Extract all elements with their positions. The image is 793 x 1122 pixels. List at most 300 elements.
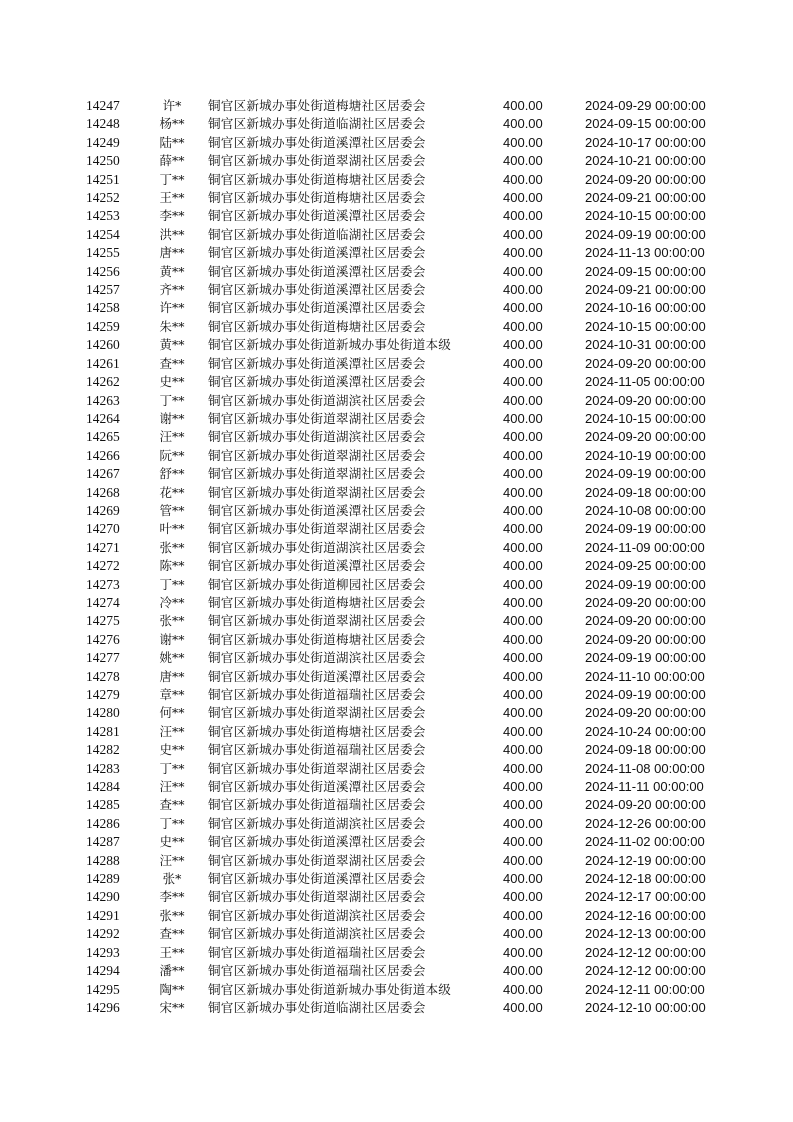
table-row [0,649,793,667]
table-row [0,631,793,649]
amount-cell: 400.00 [503,760,543,776]
organization-cell: 铜官区新城办事处街道新城办事处街道本级 [208,337,452,353]
person-name-cell: 张* [162,871,182,887]
person-name-cell: 谢** [159,410,185,426]
amount-cell: 400.00 [503,576,543,592]
person-name-cell: 陈** [159,558,185,574]
person-name-cell: 阮** [159,447,185,463]
record-id-cell: 14286 [86,815,120,831]
person-name-cell: 史** [159,374,185,390]
date-cell: 2024-11-11 00:00:00 [585,779,704,795]
person-name-cell: 张** [159,539,185,555]
amount-cell: 400.00 [503,337,543,353]
table-row [0,594,793,612]
date-cell: 2024-10-24 00:00:00 [585,723,706,739]
amount-cell: 400.00 [503,282,543,298]
organization-cell: 铜官区新城办事处街道福瑞社区居委会 [208,742,426,758]
organization-cell: 铜官区新城办事处街道福瑞社区居委会 [208,963,426,979]
person-name-cell: 王** [159,944,185,960]
table-row [0,723,793,741]
date-cell: 2024-10-16 00:00:00 [585,300,706,316]
date-cell: 2024-10-15 00:00:00 [585,410,706,426]
record-id-cell: 14247 [86,98,120,113]
amount-cell: 400.00 [503,999,543,1015]
record-id-cell: 14266 [86,447,120,463]
table-row [0,741,793,759]
table-row [0,502,793,520]
date-cell: 2024-10-17 00:00:00 [585,134,706,150]
record-id-cell: 14251 [86,171,120,187]
record-id-cell: 14273 [86,576,120,592]
table-row [0,833,793,851]
date-cell: 2024-09-19 00:00:00 [585,650,706,666]
amount-cell: 400.00 [503,447,543,463]
date-cell: 2024-10-19 00:00:00 [585,447,706,463]
amount-cell: 400.00 [503,539,543,555]
person-name-cell: 唐** [159,245,185,261]
date-cell: 2024-10-31 00:00:00 [585,337,706,353]
record-id-cell: 14264 [86,410,120,426]
record-id-cell: 14265 [86,429,120,445]
date-cell: 2024-09-21 00:00:00 [585,190,706,206]
organization-cell: 铜官区新城办事处街道溪潭社区居委会 [208,355,426,371]
record-id-cell: 14268 [86,484,120,500]
amount-cell: 400.00 [503,374,543,390]
amount-cell: 400.00 [503,981,543,997]
amount-cell: 400.00 [503,852,543,868]
person-name-cell: 齐** [159,282,185,298]
person-name-cell: 张** [159,613,185,629]
organization-cell: 铜官区新城办事处街道溪潭社区居委会 [208,871,426,887]
person-name-cell: 舒** [159,466,185,482]
person-name-cell: 王** [159,190,185,206]
organization-cell: 铜官区新城办事处街道湖滨社区居委会 [208,392,426,408]
amount-cell: 400.00 [503,300,543,316]
amount-cell: 400.00 [503,263,543,279]
date-cell: 2024-09-20 00:00:00 [585,171,706,187]
amount-cell: 400.00 [503,429,543,445]
date-cell: 2024-09-25 00:00:00 [585,558,706,574]
organization-cell: 铜官区新城办事处街道梅塘社区居委会 [208,171,426,187]
person-name-cell: 唐** [159,668,185,684]
date-cell: 2024-11-10 00:00:00 [585,668,705,684]
organization-cell: 铜官区新城办事处街道翠湖社区居委会 [208,889,426,905]
person-name-cell: 查** [159,926,185,942]
person-name-cell: 花** [159,484,185,500]
table-row [0,189,793,207]
table-row [0,134,793,152]
table-row [0,428,793,446]
table-row [0,336,793,354]
amount-cell: 400.00 [503,889,543,905]
record-id-cell: 14257 [86,282,120,298]
table-row [0,373,793,391]
amount-cell: 400.00 [503,410,543,426]
record-id-cell: 14285 [86,797,120,813]
person-name-cell: 杨** [159,116,185,132]
person-name-cell: 薛** [159,153,185,169]
date-cell: 2024-10-21 00:00:00 [585,153,706,169]
table-row [0,97,793,115]
organization-cell: 铜官区新城办事处街道翠湖社区居委会 [208,410,426,426]
table-row [0,815,793,833]
record-id-cell: 14276 [86,631,120,647]
date-cell: 2024-10-08 00:00:00 [585,502,706,518]
table-row [0,263,793,281]
organization-cell: 铜官区新城办事处街道翠湖社区居委会 [208,521,426,537]
organization-cell: 铜官区新城办事处街道溪潭社区居委会 [208,834,426,850]
date-cell: 2024-09-20 00:00:00 [585,613,706,629]
person-name-cell: 李** [159,208,185,224]
record-id-cell: 14295 [86,981,120,997]
organization-cell: 铜官区新城办事处街道梅塘社区居委会 [208,190,426,206]
amount-cell: 400.00 [503,926,543,942]
table-row [0,888,793,906]
organization-cell: 铜官区新城办事处街道翠湖社区居委会 [208,852,426,868]
table-row [0,226,793,244]
person-name-cell: 汪** [159,852,185,868]
organization-cell: 铜官区新城办事处街道翠湖社区居委会 [208,705,426,721]
amount-cell: 400.00 [503,871,543,887]
record-id-cell: 14249 [86,134,120,150]
date-cell: 2024-10-15 00:00:00 [585,208,706,224]
organization-cell: 铜官区新城办事处街道翠湖社区居委会 [208,447,426,463]
record-id-cell: 14275 [86,613,120,629]
person-name-cell: 丁** [159,576,185,592]
date-cell: 2024-09-19 00:00:00 [585,521,706,537]
date-cell: 2024-12-19 00:00:00 [585,852,706,868]
person-name-cell: 张** [159,907,185,923]
amount-cell: 400.00 [503,963,543,979]
record-id-cell: 14284 [86,779,120,795]
organization-cell: 铜官区新城办事处街道新城办事处街道本级 [208,981,452,997]
date-cell: 2024-12-18 00:00:00 [585,871,706,887]
person-name-cell: 许** [159,300,185,316]
person-name-cell: 章** [159,687,185,702]
organization-cell: 铜官区新城办事处街道溪潭社区居委会 [208,502,426,518]
organization-cell: 铜官区新城办事处街道梅塘社区居委会 [208,723,426,739]
organization-cell: 铜官区新城办事处街道临湖社区居委会 [208,999,426,1015]
record-id-cell: 14250 [86,153,120,169]
table-row [0,686,793,704]
record-id-cell: 14289 [86,871,120,887]
person-name-cell: 陆** [159,134,185,150]
date-cell: 2024-12-10 00:00:00 [585,999,706,1015]
date-cell: 2024-11-08 00:00:00 [585,760,705,776]
record-id-cell: 14291 [86,907,120,923]
record-id-cell: 14267 [86,466,120,482]
date-cell: 2024-09-20 00:00:00 [585,705,706,721]
table-row [0,410,793,428]
table-row [0,207,793,225]
organization-cell: 铜官区新城办事处街道溪潭社区居委会 [208,208,426,224]
date-cell: 2024-12-13 00:00:00 [585,926,706,942]
amount-cell: 400.00 [503,502,543,518]
amount-cell: 400.00 [503,153,543,169]
organization-cell: 铜官区新城办事处街道溪潭社区居委会 [208,558,426,574]
record-id-cell: 14248 [86,116,120,132]
amount-cell: 400.00 [503,631,543,647]
organization-cell: 铜官区新城办事处街道翠湖社区居委会 [208,484,426,500]
table-row [0,944,793,962]
table-row [0,557,793,575]
record-id-cell: 14270 [86,521,120,537]
amount-cell: 400.00 [503,392,543,408]
organization-cell: 铜官区新城办事处街道溪潭社区居委会 [208,374,426,390]
organization-cell: 铜官区新城办事处街道翠湖社区居委会 [208,153,426,169]
date-cell: 2024-12-16 00:00:00 [585,907,706,923]
record-id-cell: 14277 [86,650,120,666]
person-name-cell: 丁** [159,760,185,776]
table-row [0,465,793,483]
organization-cell: 铜官区新城办事处街道湖滨社区居委会 [208,650,426,666]
record-id-cell: 14287 [86,834,120,850]
date-cell: 2024-09-19 00:00:00 [585,466,706,482]
person-name-cell: 黄** [159,263,185,279]
organization-cell: 铜官区新城办事处街道溪潭社区居委会 [208,668,426,684]
table-row [0,704,793,722]
amount-cell: 400.00 [503,116,543,132]
amount-cell: 400.00 [503,723,543,739]
table-row [0,355,793,373]
organization-cell: 铜官区新城办事处街道溪潭社区居委会 [208,263,426,279]
table-row [0,171,793,189]
organization-cell: 铜官区新城办事处街道福瑞社区居委会 [208,797,426,813]
records-table [0,97,793,1017]
table-row [0,907,793,925]
table-row [0,668,793,686]
table-row [0,576,793,594]
date-cell: 2024-09-15 00:00:00 [585,116,706,132]
person-name-cell: 汪** [159,429,185,445]
table-row [0,447,793,465]
record-id-cell: 14274 [86,594,120,610]
person-name-cell: 查** [159,797,185,813]
person-name-cell: 李** [159,889,185,905]
table-row [0,999,793,1017]
record-id-cell: 14282 [86,742,120,758]
record-id-cell: 14278 [86,668,120,684]
date-cell: 2024-11-09 00:00:00 [585,539,705,555]
person-name-cell: 许* [162,98,182,113]
organization-cell: 铜官区新城办事处街道湖滨社区居委会 [208,539,426,555]
amount-cell: 400.00 [503,834,543,850]
person-name-cell: 丁** [159,392,185,408]
table-row [0,612,793,630]
person-name-cell: 查** [159,355,185,371]
table-row [0,281,793,299]
table-row [0,539,793,557]
table-row [0,962,793,980]
amount-cell: 400.00 [503,171,543,187]
date-cell: 2024-09-19 00:00:00 [585,576,706,592]
record-id-cell: 14256 [86,263,120,279]
person-name-cell: 汪** [159,723,185,739]
date-cell: 2024-09-29 00:00:00 [585,98,706,113]
date-cell: 2024-09-20 00:00:00 [585,429,706,445]
person-name-cell: 丁** [159,171,185,187]
organization-cell: 铜官区新城办事处街道溪潭社区居委会 [208,245,426,261]
record-id-cell: 14261 [86,355,120,371]
person-name-cell: 管** [159,502,185,518]
person-name-cell: 叶** [159,521,185,537]
date-cell: 2024-09-20 00:00:00 [585,797,706,813]
date-cell: 2024-09-20 00:00:00 [585,594,706,610]
amount-cell: 400.00 [503,190,543,206]
person-name-cell: 谢** [159,631,185,647]
organization-cell: 铜官区新城办事处街道翠湖社区居委会 [208,466,426,482]
table-row [0,244,793,262]
table-row [0,299,793,317]
record-id-cell: 14293 [86,944,120,960]
table-row [0,870,793,888]
amount-cell: 400.00 [503,944,543,960]
organization-cell: 铜官区新城办事处街道梅塘社区居委会 [208,631,426,647]
table-row [0,392,793,410]
date-cell: 2024-12-26 00:00:00 [585,815,706,831]
amount-cell: 400.00 [503,907,543,923]
amount-cell: 400.00 [503,779,543,795]
amount-cell: 400.00 [503,705,543,721]
person-name-cell: 汪** [159,779,185,795]
table-row [0,520,793,538]
record-id-cell: 14269 [86,502,120,518]
organization-cell: 铜官区新城办事处街道湖滨社区居委会 [208,429,426,445]
amount-cell: 400.00 [503,650,543,666]
amount-cell: 400.00 [503,208,543,224]
record-id-cell: 14260 [86,337,120,353]
amount-cell: 400.00 [503,226,543,242]
date-cell: 2024-12-17 00:00:00 [585,889,706,905]
amount-cell: 400.00 [503,484,543,500]
person-name-cell: 黄** [159,337,185,353]
date-cell: 2024-09-21 00:00:00 [585,282,706,298]
record-id-cell: 14253 [86,208,120,224]
amount-cell: 400.00 [503,594,543,610]
table-row [0,981,793,999]
date-cell: 2024-09-19 00:00:00 [585,226,706,242]
person-name-cell: 丁** [159,815,185,831]
record-id-cell: 14272 [86,558,120,574]
person-name-cell: 史** [159,742,185,758]
amount-cell: 400.00 [503,687,543,702]
date-cell: 2024-09-18 00:00:00 [585,484,706,500]
amount-cell: 400.00 [503,245,543,261]
table-row [0,925,793,943]
record-id-cell: 14279 [86,687,120,702]
table-row [0,778,793,796]
record-id-cell: 14288 [86,852,120,868]
date-cell: 2024-12-12 00:00:00 [585,963,706,979]
date-cell: 2024-09-15 00:00:00 [585,263,706,279]
record-id-cell: 14255 [86,245,120,261]
record-id-cell: 14254 [86,226,120,242]
date-cell: 2024-10-15 00:00:00 [585,318,706,334]
person-name-cell: 冷** [159,594,185,610]
person-name-cell: 洪** [159,226,185,242]
amount-cell: 400.00 [503,521,543,537]
record-id-cell: 14290 [86,889,120,905]
amount-cell: 400.00 [503,613,543,629]
person-name-cell: 史** [159,834,185,850]
amount-cell: 400.00 [503,355,543,371]
person-name-cell: 姚** [159,650,185,666]
date-cell: 2024-09-19 00:00:00 [585,687,706,702]
organization-cell: 铜官区新城办事处街道梅塘社区居委会 [208,98,426,113]
organization-cell: 铜官区新城办事处街道溪潭社区居委会 [208,134,426,150]
record-id-cell: 14263 [86,392,120,408]
table-row [0,318,793,336]
record-id-cell: 14296 [86,999,120,1015]
date-cell: 2024-12-12 00:00:00 [585,944,706,960]
record-id-cell: 14252 [86,190,120,206]
date-cell: 2024-11-13 00:00:00 [585,245,705,261]
record-id-cell: 14258 [86,300,120,316]
organization-cell: 铜官区新城办事处街道梅塘社区居委会 [208,594,426,610]
table-row [0,760,793,778]
person-name-cell: 潘** [159,963,185,979]
person-name-cell: 陶** [159,981,185,997]
amount-cell: 400.00 [503,815,543,831]
record-id-cell: 14292 [86,926,120,942]
organization-cell: 铜官区新城办事处街道临湖社区居委会 [208,226,426,242]
amount-cell: 400.00 [503,134,543,150]
amount-cell: 400.00 [503,797,543,813]
amount-cell: 400.00 [503,98,543,113]
table-row [0,484,793,502]
organization-cell: 铜官区新城办事处街道福瑞社区居委会 [208,944,426,960]
table-row [0,796,793,814]
date-cell: 2024-09-20 00:00:00 [585,392,706,408]
organization-cell: 铜官区新城办事处街道溪潭社区居委会 [208,300,426,316]
organization-cell: 铜官区新城办事处街道翠湖社区居委会 [208,613,426,629]
organization-cell: 铜官区新城办事处街道湖滨社区居委会 [208,815,426,831]
organization-cell: 铜官区新城办事处街道福瑞社区居委会 [208,687,426,702]
date-cell: 2024-09-18 00:00:00 [585,742,706,758]
record-id-cell: 14259 [86,318,120,334]
table-row [0,152,793,170]
person-name-cell: 宋** [159,999,185,1015]
organization-cell: 铜官区新城办事处街道梅塘社区居委会 [208,318,426,334]
amount-cell: 400.00 [503,668,543,684]
date-cell: 2024-12-11 00:00:00 [585,981,705,997]
amount-cell: 400.00 [503,466,543,482]
date-cell: 2024-09-20 00:00:00 [585,355,706,371]
organization-cell: 铜官区新城办事处街道柳园社区居委会 [208,576,426,592]
date-cell: 2024-11-05 00:00:00 [585,374,705,390]
amount-cell: 400.00 [503,742,543,758]
table-row [0,115,793,133]
organization-cell: 铜官区新城办事处街道翠湖社区居委会 [208,760,426,776]
organization-cell: 铜官区新城办事处街道湖滨社区居委会 [208,926,426,942]
record-id-cell: 14280 [86,705,120,721]
record-id-cell: 14262 [86,374,120,390]
organization-cell: 铜官区新城办事处街道溪潭社区居委会 [208,779,426,795]
amount-cell: 400.00 [503,558,543,574]
date-cell: 2024-09-20 00:00:00 [585,631,706,647]
record-id-cell: 14294 [86,963,120,979]
record-id-cell: 14283 [86,760,120,776]
table-row [0,852,793,870]
record-id-cell: 14281 [86,723,120,739]
organization-cell: 铜官区新城办事处街道临湖社区居委会 [208,116,426,132]
date-cell: 2024-11-02 00:00:00 [585,834,705,850]
amount-cell: 400.00 [503,318,543,334]
record-id-cell: 14271 [86,539,120,555]
organization-cell: 铜官区新城办事处街道湖滨社区居委会 [208,907,426,923]
person-name-cell: 何** [159,705,185,721]
person-name-cell: 朱** [159,318,185,334]
